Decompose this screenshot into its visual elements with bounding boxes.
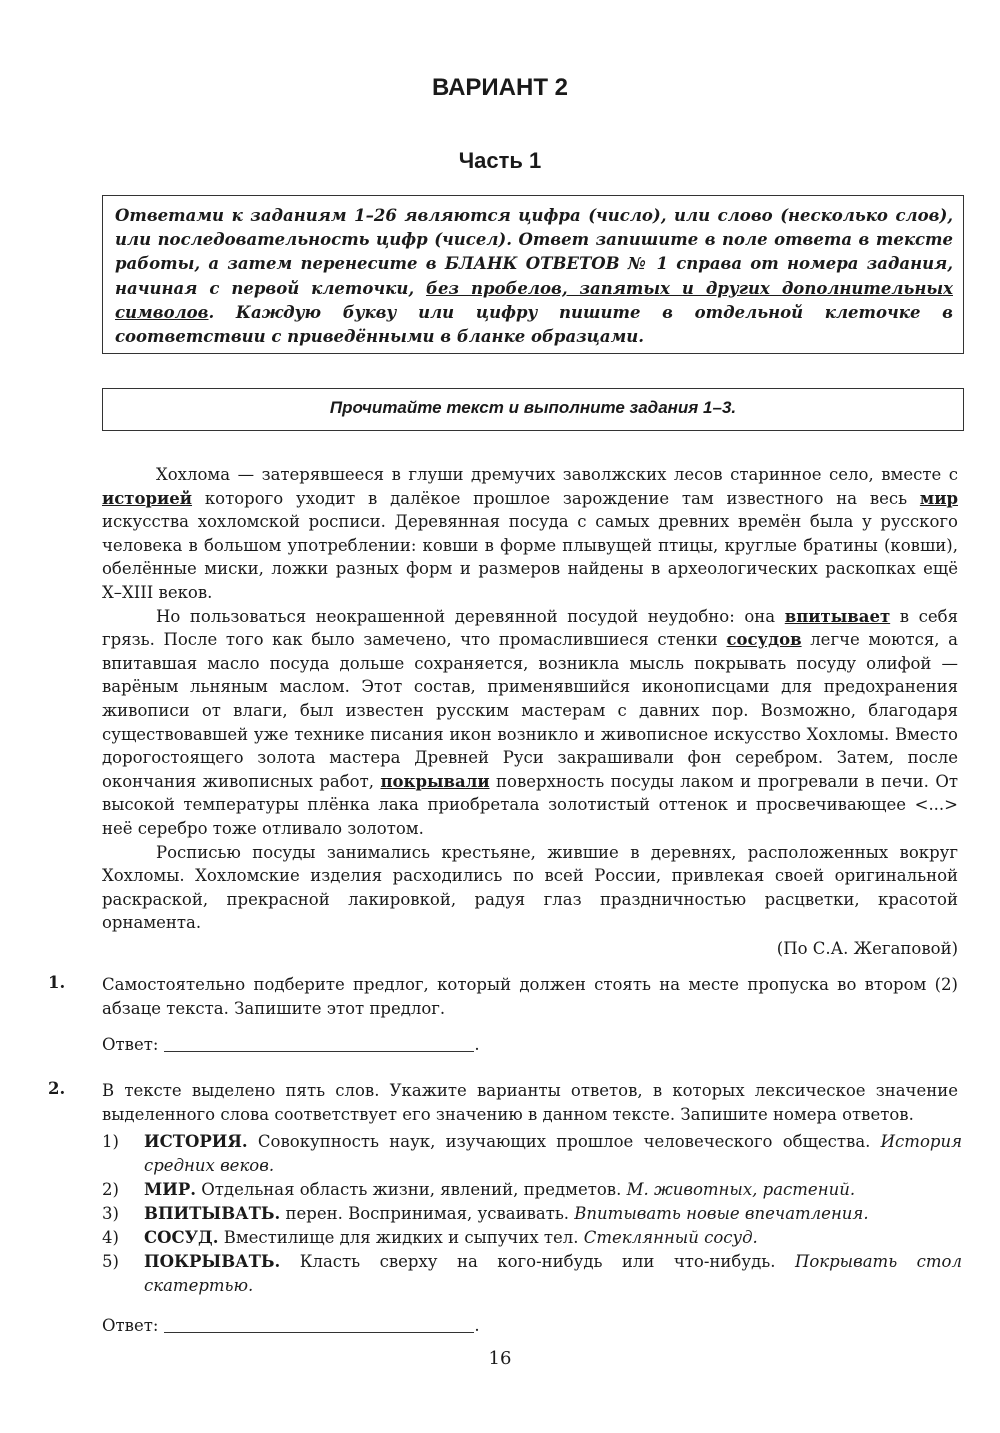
passage-text: Но пользоваться неокрашенной деревянной посудой неудобно: она — [156, 606, 785, 626]
task-1-text: Самостоятельно подберите предлог, который должен стоять на месте пропуска во втором (2) абзаце текста. Запишите этот предлог. — [102, 975, 958, 1018]
option-definition: перен. Воспринимая, усваивать. — [280, 1204, 575, 1223]
option-example: Покрывать стол скатертью. — [144, 1252, 962, 1295]
task-1-number: 1. — [48, 973, 66, 992]
passage — [102, 463, 958, 960]
page-number: 16 — [488, 1348, 512, 1369]
answer-label: Ответ: — [102, 1316, 159, 1335]
highlighted-word: мир — [919, 488, 958, 508]
option-definition: Отдельная область жизни, явлений, предметов. — [196, 1180, 627, 1199]
option-3 — [102, 1202, 962, 1226]
variant-title: ВАРИАНТ 2 — [431, 74, 569, 101]
option-text — [144, 1226, 962, 1250]
option-text — [144, 1202, 962, 1226]
passage-text: поверхность посуды лаком и прогревали в печи. От высокой температуры плёнка лака приобретала золотистый оттенок и просвечивающее <...> неё серебро тоже отливало золотом. — [102, 771, 958, 838]
highlighted-word: покрывали — [380, 771, 490, 791]
highlighted-word: сосудов — [726, 630, 802, 650]
answer-label: Ответ: — [102, 1035, 159, 1054]
task-2-answer — [102, 1316, 480, 1335]
instructions-text-end: . Каждую букву или цифру пишите в отдельной клеточке в соответствии с приведёнными в бланке образцами. — [115, 302, 953, 347]
option-example: Стеклянный сосуд. — [583, 1228, 758, 1247]
instructions-text: Ответами к заданиям 1–26 являются цифра (число), или слово (несколько слов), или последовательность цифр (чисел). Ответ запишите в поле ответа в тексте работы, а затем перенесите в БЛАНК ОТВЕТОВ № 1 справа от номера задания, начиная с первой клеточки, — [115, 206, 953, 298]
passage-text: в себя грязь. После того как было замечено, что промаслившиеся стенки — [102, 606, 958, 650]
option-text — [144, 1178, 962, 1202]
option-definition: Вместилище для жидких и сыпучих тел. — [218, 1228, 584, 1247]
option-number: 3) — [102, 1204, 119, 1223]
instructions-box — [102, 195, 964, 354]
option-2 — [102, 1178, 962, 1202]
passage-text: которого уходит в далёкое прошлое зарождение там известного на весь — [192, 488, 920, 508]
answer-end: . — [474, 1316, 480, 1335]
option-4 — [102, 1226, 962, 1250]
answer-end: . — [474, 1035, 480, 1054]
option-number: 2) — [102, 1180, 119, 1199]
task-2-number: 2. — [48, 1079, 66, 1098]
part-title: Часть 1 — [458, 148, 542, 173]
option-definition: Совокупность наук, изучающих прошлое человеческого общества. — [247, 1132, 881, 1151]
task-2-text: В тексте выделено пять слов. Укажите варианты ответов, в которых лексическое значение выделенного слова соответствует его значению в данном тексте. Запишите номера ответов. — [102, 1081, 958, 1124]
passage-paragraph-1 — [102, 463, 958, 605]
option-definition: Класть сверху на кого-нибудь или что-нибудь. — [280, 1252, 795, 1271]
passage-paragraph-3: Росписью посуды занимались крестьяне, жившие в деревнях, расположенных вокруг Хохломы. Хохломские изделия расходились по всей России, привлекая своей оригинальной раскраской, прекрасной лакировкой, радуя глаз праздничностью расцветки, красотой орнамента. — [102, 842, 958, 933]
task-1-answer — [102, 1035, 480, 1054]
option-5 — [102, 1250, 962, 1298]
option-1 — [102, 1130, 962, 1178]
highlighted-word: впитывает — [784, 606, 891, 626]
task-2-options — [102, 1130, 962, 1298]
option-number: 4) — [102, 1228, 119, 1247]
option-keyword: СОСУД. — [144, 1228, 219, 1247]
passage-source: (По С.А. Жегаповой) — [776, 938, 958, 958]
read-prompt: Прочитайте текст и выполните задания 1–3. — [329, 398, 737, 417]
instructions-underlined: без пробелов, запятых и других дополнительных символов — [115, 278, 953, 322]
passage-text: Хохлома — затерявшееся в глуши дремучих заволжских лесов старинное село, вместе с — [156, 465, 958, 484]
read-prompt-box — [102, 388, 964, 431]
option-example: История средних веков. — [144, 1132, 962, 1175]
option-text — [144, 1250, 962, 1298]
answer-input[interactable] — [164, 1316, 474, 1333]
option-number: 5) — [102, 1252, 119, 1271]
answer-input[interactable] — [164, 1035, 474, 1052]
option-example: Впитывать новые впечатления. — [574, 1204, 869, 1223]
option-example: М. животных, растений. — [626, 1180, 856, 1199]
option-keyword: ИСТОРИЯ. — [144, 1132, 248, 1151]
option-keyword: ПОКРЫВАТЬ. — [144, 1252, 281, 1271]
option-keyword: МИР. — [144, 1180, 197, 1199]
passage-text: искусства хохломской росписи. Деревянная посуда с самых древних времён была у русского человека в большом употреблении: ковши в форме плывущей птицы, круглые братины (ковши), обелённые миски, ложки разных форм и размеров найдены в археологических раскопках ещё X–XIII веков. — [102, 512, 958, 602]
highlighted-word: историей — [102, 488, 193, 508]
passage-text: легче моются, а впитавшая масло посуда дольше сохраняется, возникла мысль покрывать посуду олифой — варёным льняным маслом. Этот состав, применявшийся иконописцами для предохранения живописи от влаги, был известен русским мастерам с давних пор. Возможно, благодаря существовавшей уже технике писания икон возникло и живописное искусство Хохломы. Вместо дорогостоящего золота мастера Древней Руси закрашивали фон серебром. Затем, после окончания живописных работ, — [102, 630, 958, 791]
option-text — [144, 1130, 962, 1178]
passage-paragraph-2 — [102, 605, 958, 841]
option-keyword: ВПИТЫВАТЬ. — [144, 1204, 281, 1223]
option-number: 1) — [102, 1132, 119, 1151]
